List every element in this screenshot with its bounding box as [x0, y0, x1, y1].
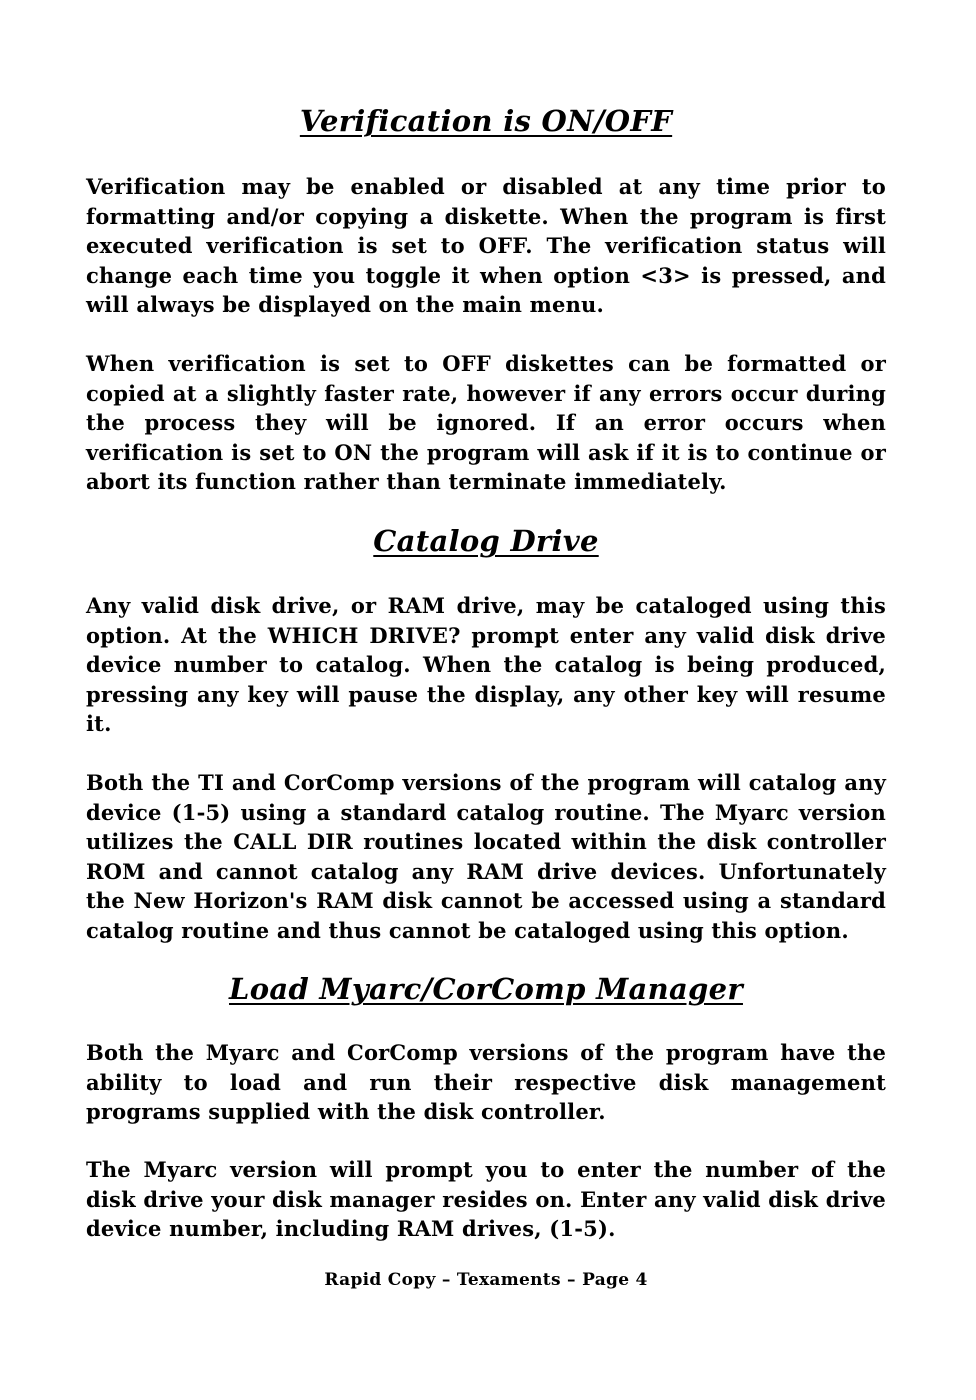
section-title-load-manager: Load Myarc/CorComp Manager [229, 972, 743, 1006]
paragraph-catalog-2: Both the TI and CorComp versions of the program will catalog any device (1-5) using a standard catalog routine. The Myarc version utilizes the CALL DIR routines located within the disk controller ROM and cannot catalog any RAM drive devices. Unfortunately the New Horizon's RAM disk cannot be accessed using a standard catalog routine and thus cannot be cataloged using this option. [86, 770, 886, 943]
paragraph-catalog-1: Any valid disk drive, or RAM drive, may be cataloged using this option. At the WHICH DRIVE? prompt enter any valid disk drive device number to catalog. When the catalog is being produced, pressing any key will pause the display, any other key will resume it. [86, 593, 886, 736]
page-footer: Rapid Copy – Texaments – Page 4 [324, 1270, 648, 1290]
paragraph-verification-1: Verification may be enabled or disabled at any time prior to formatting and/or copying a diskette. When the program is first executed verification is set to OFF. The verification status will change each time you toggle it when option <3> is pressed, and will always be displayed on the main menu. [86, 174, 886, 317]
paragraph-verification-2: When verification is set to OFF diskettes can be formatted or copied at a slightly faster rate, however if any errors occur during the process they will be ignored. If an error occurs when verification is set to ON the program will ask if it is to continue or abort its function rather than terminate immediately. [86, 351, 886, 494]
paragraph-manager-2: The Myarc version will prompt you to enter the number of the disk drive your disk manager resides on. Enter any valid disk drive device number, including RAM drives, (1-5). [86, 1157, 886, 1241]
paragraph-manager-1: Both the Myarc and CorComp versions of the program have the ability to load and run their respective disk management programs supplied with the disk controller. [86, 1040, 886, 1124]
section-title-verification: Verification is ON/OFF [299, 104, 673, 138]
section-title-catalog-drive: Catalog Drive [373, 524, 599, 558]
